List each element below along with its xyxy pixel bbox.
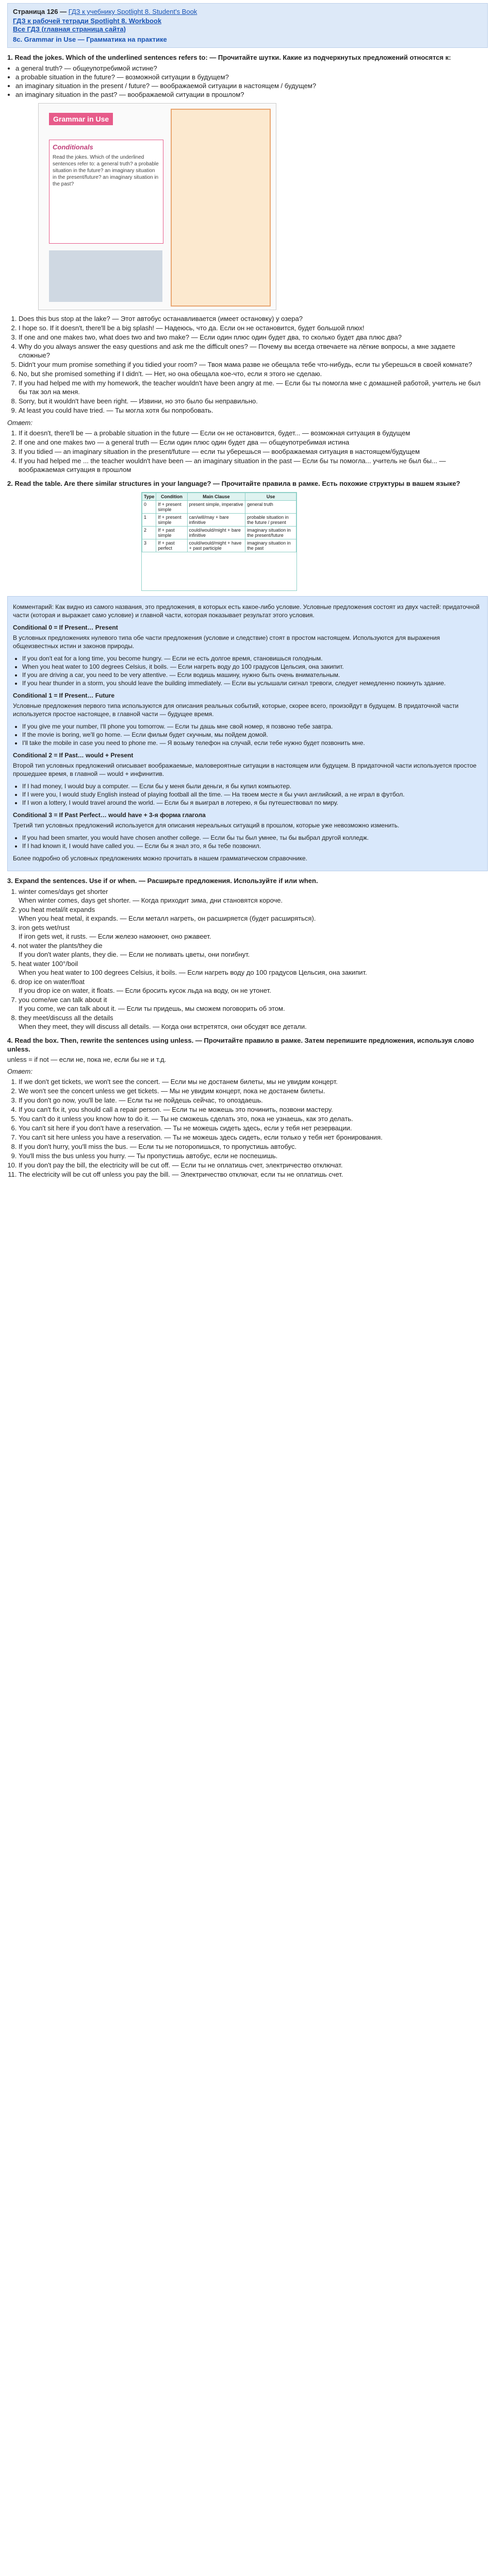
task1-title: 1. Read the jokes. Which of the underlined sentences refers to: — Прочитайте шутки. Какие из подчеркнутых предложений относятся к: [7,54,451,61]
list-item: 4. Why do you always answer the easy questions and ask me the difficult ones? — Почему вы всегда отвечаете на лёгкие вопросы, а мне задаете сложные? [19,342,488,360]
conditionals-box [49,140,163,244]
list-item: 5. Didn't your mum promise something if you tidied your room? — Твоя мама разве не обещала тебе что-нибудь, если ты уберешься в своей комнате? [19,360,488,369]
example-item: • If I had known it, I would have called you. — Если бы я знал это, я бы тебе позвонил. [22,842,482,850]
list-item: 11. The electricity will be cut off unless you pay the bill. — Электричество отключат, если ты не оплатишь счет. [19,1170,488,1179]
answer: When you heat water to 100 degrees Celsius, it boils. — Если нагреть воду до 100 градусов Цельсия, она закипит. [19,969,367,976]
home-link[interactable]: Все ГДЗ (главная страница сайта) [13,25,126,33]
photo-illustration [49,250,162,302]
option: • a probable situation in the future? — возможной ситуации в будущем? [15,73,488,81]
list-item [19,887,488,905]
table-cell: If + present simple [156,514,187,527]
table-cell: imaginary situation in the present/future [245,527,296,539]
table-cell: can/will/may + bare infinitive [187,514,245,527]
list-item: 2. We won't see the concert unless we get tickets. — Мы не увидим концерт, пока не достанем билеты. [19,1087,488,1095]
example-item: • If you don't eat for a long time, you become hungry. — Если не есть долгое время, становишься голодным. [22,654,482,663]
answer: If you don't water plants, they die. — Если не поливать цветы, они погибнут. [19,951,250,958]
conditional-text: Второй тип условных предложений описывает воображаемые, маловероятные ситуации в настоящем или будущем. В придаточной части используется простое прошедшее время, в главной — would + инфинитив. [13,762,477,777]
conditionals-table [141,492,297,591]
table-cell: 2 [142,527,156,539]
prompt: 6. drop ice on water/float [19,978,85,986]
conditionals-text: Read the jokes. Which of the underlined sentences refer to: a general truth? a probable situation in the future? an imaginary situation in the present/future? an imaginary situation in the past? [53,155,159,187]
answer-label: Ответ: [7,1067,32,1075]
task1-options [7,64,488,99]
list-item: 3. If you don't go now, you'll be late. — Если ты не пойдешь сейчас, то опоздаешь. [19,1096,488,1105]
example-item: • If you hear thunder in a storm, you should leave the building immediately. — Если вы услышали сигнал тревоги, следует немедленно покинуть здание. [22,679,482,687]
prompt: 1. winter comes/days get shorter [19,888,108,895]
list-item: 1. Does this bus stop at the lake? — Этот автобус останавливается (имеет остановку) у озера? [19,314,488,323]
table-cell: If + past perfect [156,539,187,552]
comic-illustration [171,109,271,307]
answer-item: 3. If you tidied — an imaginary situation in the present/future — если ты уберешься — воображаемая ситуация в настоящем/будущем [19,447,488,456]
option: • an imaginary situation in the past? — воображаемой ситуации в прошлом? [15,90,488,99]
unless-rule: unless = if not — если не, пока не, если бы не и т.д. [7,1056,167,1063]
table-header: Use [245,493,296,501]
task1-jokes [7,314,488,415]
conditional-text: Третий тип условных предложений используется для описания нереальных ситуаций в прошлом, которые уже невозможно изменить. [13,822,400,829]
list-item: 9. At least you could have tried. — Ты могла хотя бы попробовать. [19,406,488,415]
list-item: 2. I hope so. If it doesn't, there'll be a big splash! — Надеюсь, что да. Если он не остановится, будет большой плюх! [19,324,488,332]
conditional-heading: Conditional 0 = If Present… Present [13,624,118,631]
table-row [142,539,296,552]
table-cell: 0 [142,501,156,514]
conditional-text: Условные предложения первого типа используются для описания реальных событий, которые, скорее всего, произойдут в будущем. В придаточной части используется простое настоящее, в главной части — будущее время. [13,702,459,718]
list-item: 7. If you had helped me with my homework, the teacher wouldn't have been angry at me. — Если бы ты помогла мне с домашней работой, учитель не был бы так зол на меня. [19,379,488,396]
table-cell: could/would/might + have + past participle [187,539,245,552]
example-item: • If you give me your number, I'll phone you tomorrow. — Если ты дашь мне свой номер, я позвоню тебе завтра. [22,722,482,731]
list-item: 6. No, but she promised something if I didn't. — Нет, но она обещала кое-что, если я этого не сделаю. [19,369,488,378]
list-item [19,995,488,1013]
example-item: • I'll take the mobile in case you need to phone me. — Я возьму телефон на случай, если тебе нужно будет позвонить мне. [22,739,482,747]
list-item [19,1013,488,1031]
answer: When winter comes, days get shorter. — Когда приходит зима, дни становятся короче. [19,896,283,904]
prompt: 2. you heat metal/it expands [19,906,95,913]
example-item: • If I were you, I would study English instead of playing football all the time. — На твоем месте я бы учил английский, а не играл в футбол. [22,790,482,799]
list-item: 3. If one and one makes two, what does two and two make? — Если один плюс один будет два, то сколько будет два плюс два? [19,333,488,342]
example-item: • If I had money, I would buy a computer. — Если бы у меня были деньги, я бы купил компьютер. [22,782,482,790]
section-title: 8c. Grammar in Use — Грамматика на практике [13,36,167,43]
list-item: 4. If you can't fix it, you should call a repair person. — Если ты не можешь это починить, позвони мастеру. [19,1105,488,1114]
list-item [19,959,488,977]
table-header: Type [142,493,156,501]
example-item: • If I won a lottery, I would travel around the world. — Если бы я выиграл в лотерею, я бы путешествовал по миру. [22,799,482,807]
list-item [19,905,488,923]
example-item: • If the movie is boring, we'll go home. — Если фильм будет скучным, мы пойдем домой. [22,731,482,739]
answer-item: 4. If you had helped me ... the teacher wouldn't have been — an imaginary situation in the past — Если бы ты помогла... учитель не был бы... — воображаемая ситуация в прошлом [19,456,488,474]
answer: If you drop ice on water, it floats. — Если бросить кусок льда на воду, он не утонет. [19,987,271,994]
workbook-link[interactable]: ГДЗ к рабочей тетради Spotlight 8. Workbook [13,17,162,25]
table-header: Main Clause [187,493,245,501]
prompt: 4. not water the plants/they die [19,942,103,950]
table-cell: If + present simple [156,501,187,514]
example-item: • If you had been smarter, you would have chosen another college. — Если бы ты был умнее, ты бы выбрал другой колледж. [22,834,482,842]
list-item: 8. If you don't hurry, you'll miss the bus. — Если ты не поторопишься, то пропустишь автобус. [19,1142,488,1151]
task3-items [7,887,488,1031]
table-cell: present simple, imperative [187,501,245,514]
answer: If iron gets wet, it rusts. — Если железо намокнет, оно ржавеет. [19,933,211,940]
table-cell: probable situation in the future / present [245,514,296,527]
table-cell: imaginary situation in the past [245,539,296,552]
prompt: 5. heat water 100°/boil [19,960,78,968]
table-cell: If + past simple [156,527,187,539]
answer-item: 2. If one and one makes two — a general truth — Если один плюс один будет два — общеупотребимая истина [19,438,488,447]
list-item: 6. You can't sit here if you don't have a reservation. — Ты не можешь сидеть здесь, если у тебя нет резервации. [19,1124,488,1132]
grammar-in-use-badge: Grammar in Use [49,113,113,125]
conditional-text: В условных предложениях нулевого типа обе части предложения (условие и следствие) стоят в простом настоящем. Используются для выражения общеизвестных истин и законов природы. [13,634,440,650]
page-label: Страница 126 — [13,8,69,15]
commentary-intro: Комментарий: Как видно из самого названия, это предложения, в которых есть какое-либо условие. Условные предложения состоят из двух частей: придаточной части (которая и выражает само условие) и главной части, которая показывает результат этого условия. [13,603,480,619]
prompt: 7. you come/we can talk about it [19,996,107,1004]
textbook-page-image [38,103,276,310]
list-item [19,923,488,941]
task4-items [7,1077,488,1179]
prompt: 8. they meet/discuss all the details [19,1014,113,1022]
answer: When you heat metal, it expands. — Если металл нагреть, он расширяется (будет расширяться). [19,914,316,922]
answer: When they meet, they will discuss all details. — Когда они встретятся, они обсудят все детали. [19,1023,307,1030]
list-item: 1. If we don't get tickets, we won't see the concert. — Если мы не достанем билеты, мы не увидим концерт. [19,1077,488,1086]
table-cell: 3 [142,539,156,552]
answer-item: 1. If it doesn't, there'll be — a probable situation in the future — Если он не остановится, будет... — возможная ситуация в будущем [19,429,488,437]
book-link[interactable]: ГДЗ к учебнику Spotlight 8. Student's Book [68,8,197,15]
example-item: • If you are driving a car, you need to be very attentive. — Если водишь машину, нужно быть очень внимательным. [22,671,482,679]
answer-label: Ответ: [7,419,32,427]
list-item: 5. You can't do it unless you know how to do it. — Ты не сможешь сделать это, пока не узнаешь, как это делать. [19,1114,488,1123]
answer: If you come, we can talk about it. — Если ты придешь, мы сможем поговорить об этом. [19,1005,285,1012]
task2-title: 2. Read the table. Are there similar structures in your language? — Прочитайте правила в рамке. Есть похожие структуры в вашем языке? [7,480,460,487]
task3-title: 3. Expand the sentences. Use if or when. — Расширьте предложения. Используйте if или when. [7,877,318,885]
table-cell: could/would/might + bare infinitive [187,527,245,539]
example-item: • When you heat water to 100 degrees Celsius, it boils. — Если нагреть воду до 100 градусов Цельсия, она закипит. [22,663,482,671]
commentary-outro: Более подробно об условных предложениях можно прочитать в нашем грамматическом справочнике. [13,855,307,862]
table-cell: general truth [245,501,296,514]
list-item [19,941,488,959]
table-row [142,527,296,539]
table-cell: 1 [142,514,156,527]
prompt: 3. iron gets wet/rust [19,924,70,931]
table-header: Condition [156,493,187,501]
conditional-heading: Conditional 3 = If Past Perfect… would have + 3-я форма глагола [13,811,206,819]
option: • an imaginary situation in the present / future? — воображаемой ситуации в настоящем / будущем? [15,81,488,90]
task4-title: 4. Read the box. Then, rewrite the sentences using unless. — Прочитайте правило в рамке. Затем перепишите предложения, используя слово unless. [7,1037,474,1053]
table-row [142,514,296,527]
conditionals-heading: Conditionals [53,143,93,151]
top-links-box [7,3,488,48]
conditional-heading: Conditional 1 = If Present… Future [13,692,115,699]
option: • a general truth? — общеупотребимой истине? [15,64,488,73]
grammar-commentary [7,596,488,871]
list-item [19,977,488,995]
table-row [142,501,296,514]
conditional-heading: Conditional 2 = If Past… would + Present [13,752,134,759]
list-item: 7. You can't sit here unless you have a reservation. — Ты не можешь здесь сидеть, если только у тебя нет бронирования. [19,1133,488,1142]
list-item: 9. You'll miss the bus unless you hurry. — Ты пропустишь автобус, если не поспешишь. [19,1151,488,1160]
task1-answers [7,429,488,474]
list-item: 8. Sorry, but it wouldn't have been right. — Извини, но это было бы неправильно. [19,397,488,405]
list-item: 10. If you don't pay the bill, the electricity will be cut off. — Если ты не оплатишь счет, электричество отключат. [19,1161,488,1170]
